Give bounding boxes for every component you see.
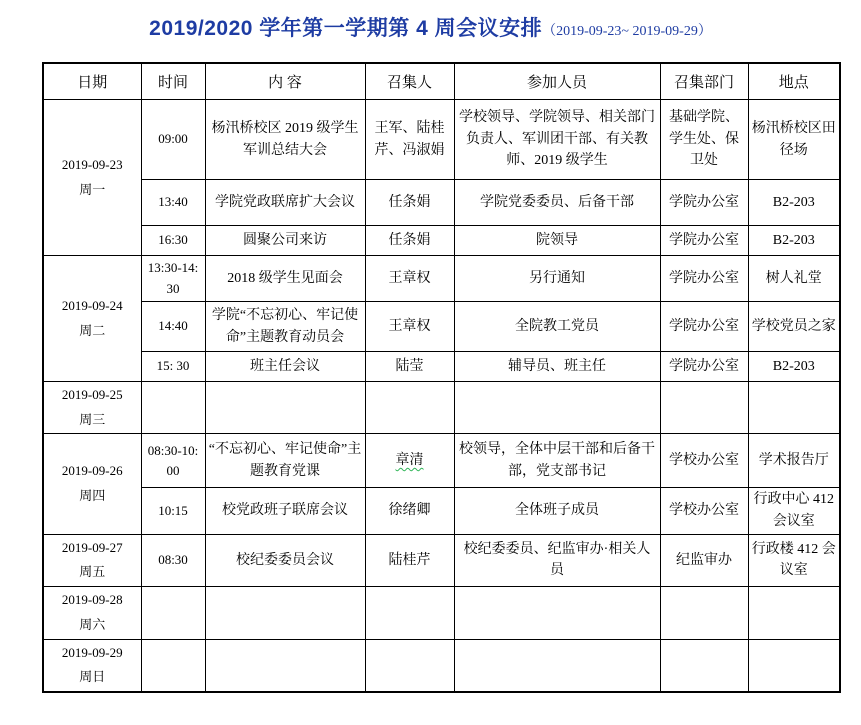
content-text: “不忘初心、牢记使命”主题教育党课 (208, 442, 362, 479)
time-text: 08:30-10:00 (147, 442, 199, 478)
location-text: 学术报告厅 (758, 453, 829, 469)
location-text: 学校党员之家 (751, 318, 836, 334)
participants-cell (454, 534, 660, 586)
content-text: 班主任会议 (250, 358, 320, 374)
convener-cell (365, 534, 454, 586)
time-cell (141, 226, 205, 256)
date-cell (43, 382, 141, 434)
content-text: 学院党政联席扩大会议 (215, 194, 355, 210)
date-text: 2019-09-29 (61, 644, 123, 660)
convener-text: 陆莹 (395, 358, 424, 374)
date-text: 2019-09-28 (61, 592, 123, 608)
location-text: 杨汛桥校区田径场 (751, 120, 836, 158)
meeting-schedule-table (42, 62, 841, 693)
table-row (43, 382, 840, 434)
date-text: 2019-09-27 (61, 539, 123, 555)
date-cell (43, 639, 141, 692)
weekday-text: 周五 (79, 564, 106, 580)
header-date: 日期 (43, 63, 141, 100)
content-cell (205, 100, 365, 180)
participants-cell (454, 352, 660, 382)
participants-cell (454, 639, 660, 692)
header-convener: 召集人 (365, 63, 454, 100)
time-cell (141, 534, 205, 586)
date-cell (43, 434, 141, 534)
convener-cell (365, 302, 454, 352)
convener-cell (365, 639, 454, 692)
weekday-text: 周三 (79, 411, 106, 427)
department-cell (660, 587, 748, 639)
location-cell (748, 100, 840, 180)
location-text: 树人礼堂 (765, 270, 822, 286)
convener-cell (365, 382, 454, 434)
convener-cell (365, 180, 454, 226)
content-cell (205, 226, 365, 256)
date-text: 2019-09-24 (61, 297, 123, 313)
participants-text: 校领导，全体中层干部和后备干部，党支部书记 (459, 442, 655, 479)
participants-cell (454, 587, 660, 639)
location-text: B2-203 (772, 232, 815, 248)
table-row (43, 226, 840, 256)
header-location: 地点 (748, 63, 840, 100)
date-cell (43, 587, 141, 639)
department-text: 学院办公室 (669, 318, 739, 334)
convener-cell (365, 587, 454, 639)
content-text: 校党政班子联席会议 (222, 503, 348, 519)
time-text: 13:40 (158, 194, 188, 210)
department-cell (660, 180, 748, 226)
header-time: 时间 (141, 63, 205, 100)
location-text: 行政楼 412 会议室 (751, 541, 836, 579)
time-cell (141, 180, 205, 226)
content-text: 杨汛桥校区 2019 级学生军训总结大会 (211, 120, 359, 158)
content-cell (205, 180, 365, 226)
location-cell (748, 488, 840, 534)
department-cell (660, 226, 748, 256)
time-cell (141, 639, 205, 692)
department-cell (660, 639, 748, 692)
location-cell (748, 226, 840, 256)
participants-cell (454, 256, 660, 302)
time-cell (141, 352, 205, 382)
convener-text: 王章权 (388, 270, 431, 286)
time-cell (141, 256, 205, 302)
department-text: 学院办公室 (669, 270, 739, 286)
participants-text: 学校领导、学院领导、相关部门负责人、军训团干部、有关教师、2019 级学生 (459, 109, 655, 169)
weekday-text: 周六 (79, 616, 106, 632)
table-row (43, 639, 840, 692)
weekday-text: 周四 (79, 488, 106, 504)
content-cell (205, 587, 365, 639)
participants-text: 学院党委委员、后备干部 (480, 194, 634, 210)
convener-text: 陆桂芹 (388, 552, 431, 568)
content-text: 学院“不忘初心、牢记使命”主题教育动员会 (211, 307, 359, 345)
location-cell (748, 534, 840, 586)
date-cell (43, 534, 141, 586)
department-cell (660, 100, 748, 180)
page-title (0, 12, 861, 42)
participants-text: 全院教工党员 (515, 318, 599, 334)
convener-cell (365, 352, 454, 382)
table-row (43, 488, 840, 534)
department-text: 学院办公室 (669, 232, 739, 248)
convener-text: 王军、陆桂芹、冯淑娟 (374, 120, 445, 158)
time-text: 09:00 (158, 131, 188, 147)
department-cell (660, 488, 748, 534)
page-title-main: 2019/2020 学年第一学期第 4 周会议安排 (149, 17, 543, 40)
location-cell (748, 180, 840, 226)
weekday-text: 周日 (79, 669, 106, 685)
location-text: B2-203 (772, 194, 815, 210)
participants-cell (454, 434, 660, 488)
department-text: 学院办公室 (669, 358, 739, 374)
date-text: 2019-09-26 (61, 463, 123, 479)
time-cell (141, 488, 205, 534)
date-text: 2019-09-25 (61, 387, 123, 402)
participants-text: 院领导 (536, 232, 578, 248)
participants-cell (454, 302, 660, 352)
content-text: 圆聚公司来访 (243, 232, 327, 248)
table-row (43, 587, 840, 639)
header-content: 内 容 (205, 63, 365, 100)
content-cell (205, 256, 365, 302)
convener-text: 任条娟 (388, 194, 431, 210)
participants-text: 全体班子成员 (515, 503, 599, 519)
location-text: 行政中心 412 会议室 (753, 492, 834, 530)
time-text: 10:15 (158, 502, 188, 518)
time-text: 15: 30 (156, 358, 190, 374)
schedule-body (43, 100, 840, 692)
table-row (43, 352, 840, 382)
header-participants: 参加人员 (454, 63, 660, 100)
department-cell (660, 434, 748, 488)
weekday-text: 周一 (79, 181, 106, 197)
time-cell (141, 100, 205, 180)
time-text: 13:30-14:30 (147, 260, 199, 296)
time-cell (141, 434, 205, 488)
department-cell (660, 352, 748, 382)
participants-cell (454, 100, 660, 180)
participants-cell (454, 226, 660, 256)
table-row (43, 302, 840, 352)
date-cell (43, 256, 141, 382)
department-cell (660, 256, 748, 302)
department-text: 纪监审办 (676, 552, 732, 568)
weekday-text: 周二 (79, 322, 106, 338)
table-row (43, 100, 840, 180)
content-cell (205, 534, 365, 586)
participants-cell (454, 382, 660, 434)
convener-cell (365, 256, 454, 302)
location-cell (748, 587, 840, 639)
table-row (43, 256, 840, 302)
participants-text: 校纪委委员、纪监审办·相关人员 (463, 541, 651, 579)
participants-text: 另行通知 (529, 270, 585, 286)
content-text: 2018 级学生见面会 (227, 270, 343, 286)
header-row (43, 63, 840, 100)
time-cell (141, 587, 205, 639)
table-row (43, 534, 840, 586)
department-cell (660, 382, 748, 434)
time-cell (141, 382, 205, 434)
department-text: 学院办公室 (669, 194, 739, 210)
content-cell (205, 434, 365, 488)
table-row (43, 434, 840, 488)
location-cell (748, 256, 840, 302)
convener-text: 徐绪卿 (388, 503, 431, 519)
location-cell (748, 302, 840, 352)
convener-text: 任条娟 (388, 232, 431, 248)
location-cell (748, 639, 840, 692)
content-cell (205, 639, 365, 692)
content-cell (205, 302, 365, 352)
time-text: 08:30 (158, 552, 188, 568)
content-cell (205, 382, 365, 434)
department-cell (660, 534, 748, 586)
date-text: 2019-09-23 (61, 156, 123, 172)
page-title-date-range: （2019-09-23~ 2019-09-29） (542, 24, 712, 39)
convener-cell (365, 488, 454, 534)
time-text: 16:30 (158, 232, 188, 248)
time-text: 14:40 (158, 318, 188, 334)
date-cell (43, 100, 141, 256)
convener-cell (365, 100, 454, 180)
location-cell (748, 382, 840, 434)
participants-cell (454, 180, 660, 226)
participants-cell (454, 488, 660, 534)
table-row (43, 180, 840, 226)
department-cell (660, 302, 748, 352)
header-department: 召集部门 (660, 63, 748, 100)
content-cell (205, 488, 365, 534)
participants-text: 辅导员、班主任 (508, 358, 606, 374)
location-cell (748, 352, 840, 382)
convener-cell (365, 434, 454, 488)
location-text: B2-203 (772, 358, 815, 374)
convener-text: 王章权 (388, 318, 431, 334)
convener-text: 章清 (395, 453, 424, 469)
location-cell (748, 434, 840, 488)
department-text: 学校办公室 (669, 453, 739, 469)
convener-cell (365, 226, 454, 256)
content-text: 校纪委委员会议 (236, 552, 334, 568)
department-text: 基础学院、学生处、保卫处 (669, 109, 739, 169)
time-cell (141, 302, 205, 352)
department-text: 学校办公室 (669, 503, 739, 519)
content-cell (205, 352, 365, 382)
